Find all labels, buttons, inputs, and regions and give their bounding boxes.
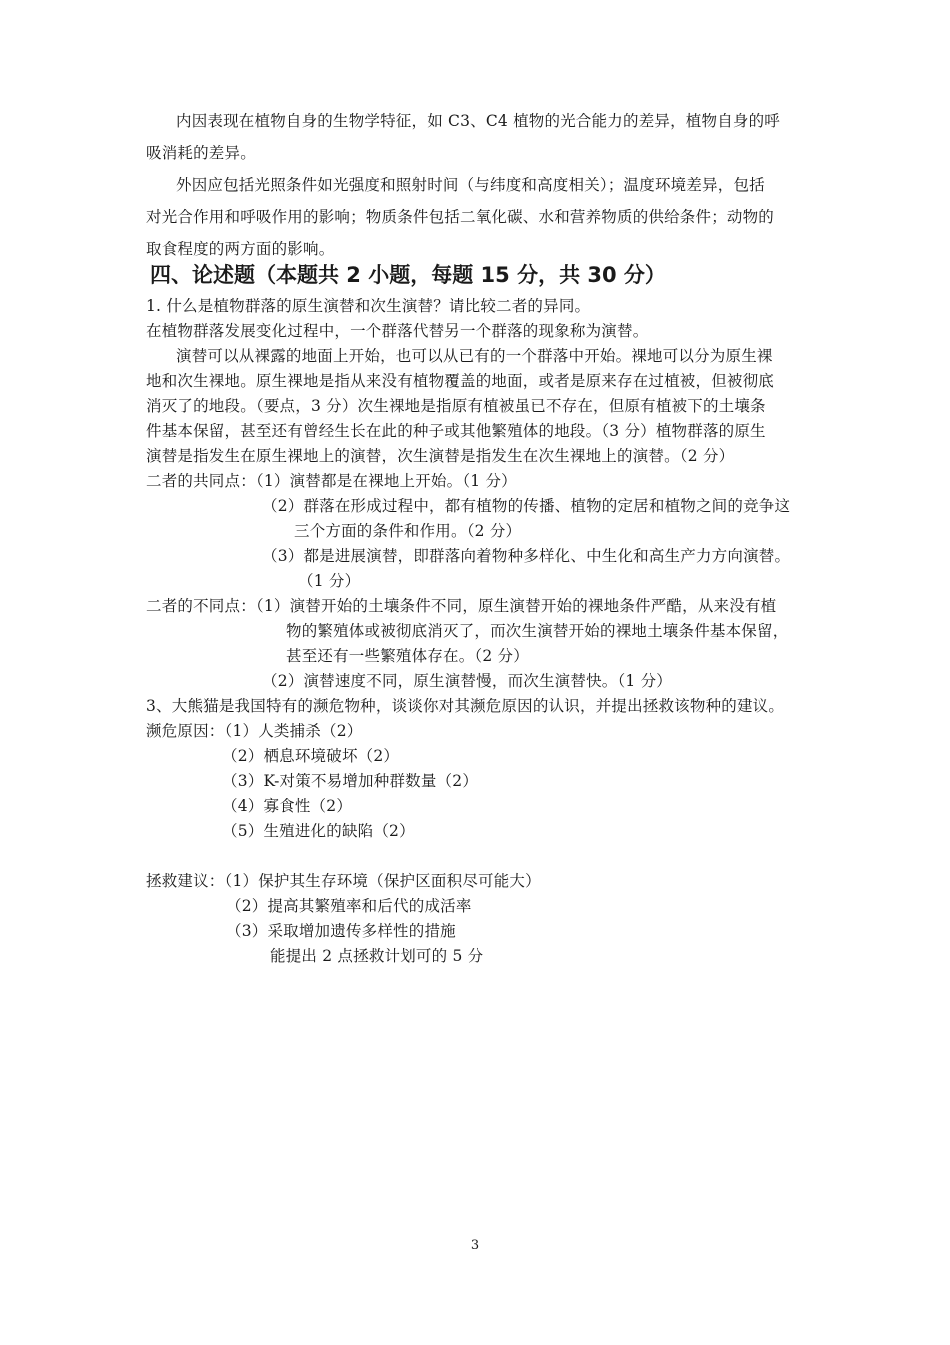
difference-item-2: （2）演替速度不同，原生演替慢，而次生演替快。（1 分） — [262, 672, 673, 690]
question3-title: 3、大熊猫是我国特有的濒危物种，谈谈你对其濒危原因的认识，并提出拯救该物种的建议。 — [146, 697, 785, 715]
intro-line-5: 取食程度的两方面的影响。 — [146, 240, 335, 258]
section-heading: 四、论述题（本题共 2 小题，每题 15 分，共 30 分） — [150, 263, 666, 287]
similarity-item-2-cont: 三个方面的条件和作用。（2 分） — [294, 522, 522, 540]
intro-line-1: 内因表现在植物自身的生物学特征，如 C3、C4 植物的光合能力的差异，植物自身的呼 — [176, 112, 780, 130]
scoring-note: 能提出 2 点拯救计划可的 5 分 — [270, 947, 484, 965]
question1-body-line: 件基本保留，甚至还有曾经生长在此的种子或其他繁殖体的地段。（3 分）植物群落的原生 — [146, 422, 766, 440]
cause-item-1: 濒危原因：（1）人类捕杀（2） — [146, 722, 363, 740]
suggestion-item-1: 拯救建议：（1）保护其生存环境（保护区面积尽可能大） — [146, 872, 541, 890]
cause-item: （3）K-对策不易增加种群数量（2） — [222, 772, 479, 790]
similarity-item-3: （3）都是进展演替，即群落向着物种多样化、中生化和高生产力方向演替。 — [262, 547, 791, 565]
suggestion-item: （2）提高其繁殖率和后代的成活率 — [226, 897, 472, 915]
question1-body-line: 地和次生裸地。原生裸地是指从来没有植物覆盖的地面，或者是原来存在过植被，但被彻底 — [146, 372, 775, 390]
intro-line-3: 外因应包括光照条件如光强度和照射时间（与纬度和高度相关）；温度环境差异，包括 — [176, 176, 765, 194]
suggestion-item: （3）采取增加遗传多样性的措施 — [226, 922, 456, 940]
intro-line-2: 吸消耗的差异。 — [146, 144, 256, 162]
similarity-item-1: 二者的共同点：（1）演替都是在裸地上开始。（1 分） — [146, 472, 517, 490]
difference-item-1-cont: 甚至还有一些繁殖体存在。（2 分） — [286, 647, 529, 665]
difference-item-1-cont: 物的繁殖体或被彻底消灭了，而次生演替开始的裸地土壤条件基本保留， — [286, 622, 789, 640]
difference-item-1: 二者的不同点：（1）演替开始的土壤条件不同，原生演替开始的裸地条件严酷，从来没有植 — [146, 597, 777, 615]
question1-body-line: 演替可以从裸露的地面上开始，也可以从已有的一个群落中开始。裸地可以分为原生裸 — [176, 347, 773, 365]
page-number: 3 — [470, 1238, 480, 1253]
cause-item: （4）寡食性（2） — [222, 797, 353, 815]
similarity-item-3-cont: （1 分） — [298, 572, 361, 590]
similarity-item-2: （2）群落在形成过程中，都有植物的传播、植物的定居和植物之间的竞争这 — [262, 497, 791, 515]
question1-definition: 在植物群落发展变化过程中，一个群落代替另一个群落的现象称为演替。 — [146, 322, 649, 340]
question1-body-line: 消灭了的地段。（要点，3 分）次生裸地是指原有植被虽已不存在，但原有植被下的土壤条 — [146, 397, 766, 415]
question1-title: 1. 什么是植物群落的原生演替和次生演替？请比较二者的异同。 — [146, 297, 591, 315]
cause-item: （5）生殖进化的缺陷（2） — [222, 822, 415, 840]
intro-line-4: 对光合作用和呼吸作用的影响；物质条件包括二氧化碳、水和营养物质的供给条件；动物的 — [146, 208, 775, 226]
question1-body-line: 演替是指发生在原生裸地上的演替，次生演替是指发生在次生裸地上的演替。（2 分） — [146, 447, 735, 465]
cause-item: （2）栖息环境破坏（2） — [222, 747, 400, 765]
